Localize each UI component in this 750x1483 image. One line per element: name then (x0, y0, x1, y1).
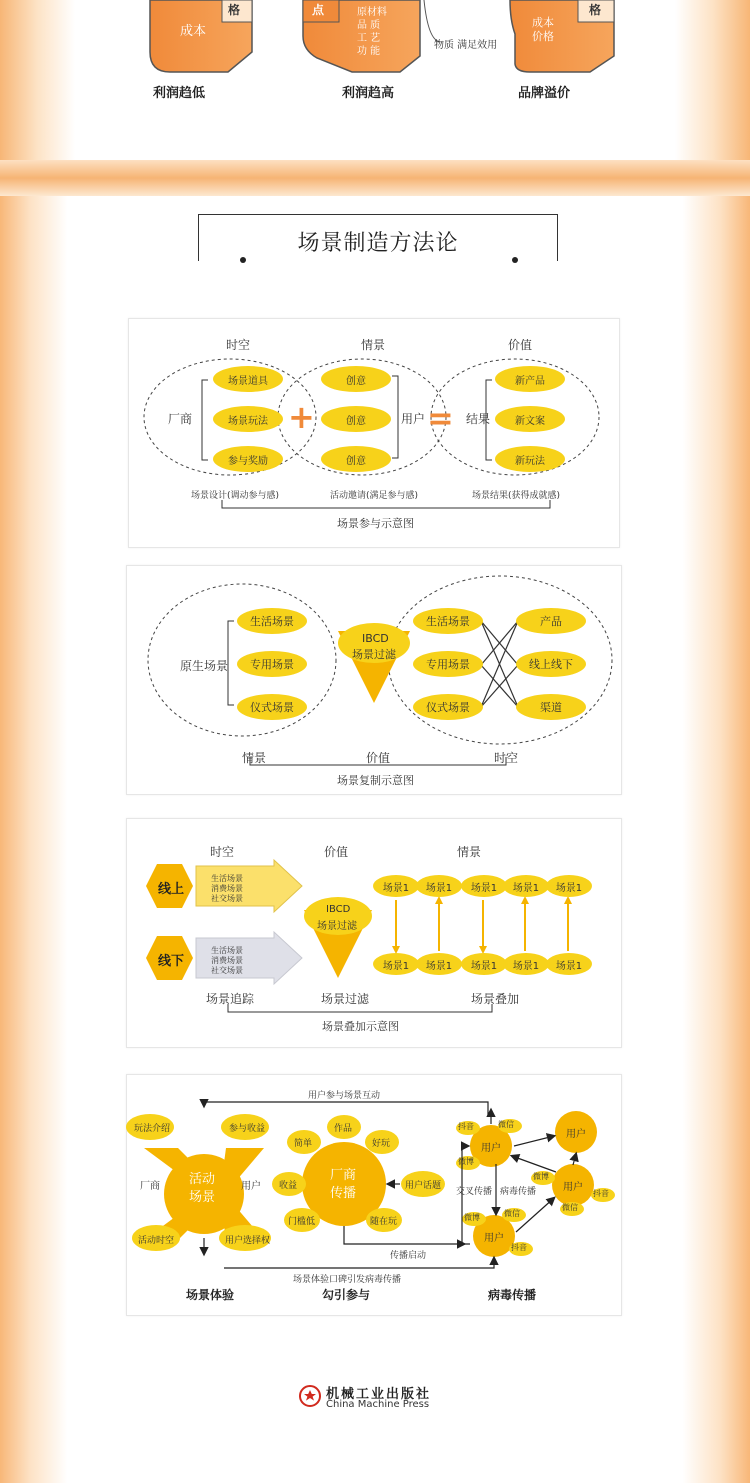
d1-mid-item: 创意 (321, 446, 391, 472)
d3-scene-top: 场景1 (461, 875, 507, 897)
d4-left-center-1: 场景 (189, 1190, 216, 1205)
equals-sign: = (427, 399, 454, 437)
d3-off-item-1: 消费场景 (211, 956, 243, 965)
title-dot-right (512, 257, 518, 263)
d4-platform-tag: 微博 (464, 1213, 480, 1222)
d4-platform-tag: 微博 (458, 1157, 474, 1166)
top-caption-0: 利润趋低 (153, 86, 206, 101)
top-caption-1: 利润趋高 (342, 86, 395, 101)
publisher-logo-icon (298, 1383, 322, 1409)
d4-platform-tag: 微信 (504, 1209, 520, 1218)
d3-filter-line-0: IBCD (326, 904, 351, 915)
d1-right-item: 新文案 (495, 406, 565, 432)
d2-left-item: 专用场景 (237, 651, 307, 677)
d1-result-label: 结果 (466, 412, 491, 426)
d4-left-petal-3: 用户选择权 (225, 1236, 271, 1246)
mid-stack-left-label: 点 (312, 3, 325, 17)
d4-platform-tag: 微博 (533, 1172, 549, 1181)
d4-right-node-1: 用户 (566, 1129, 586, 1140)
d1-left-label: 厂商 (168, 412, 193, 426)
d3-scene-top: 场景1 (546, 875, 592, 897)
d2-left-label: 原生场景 (180, 659, 229, 673)
d2-right-right-item: 产品 (516, 608, 586, 634)
d1-header-1: 情景 (361, 338, 386, 352)
d2-right-right-item: 渠道 (516, 694, 586, 720)
d2-caption-1: 价值 (366, 751, 391, 765)
mid-line-1: 品 质 (357, 20, 381, 31)
d4-top-note: 用户参与场景互动 (308, 1091, 381, 1101)
d4-mid-center-1: 传播 (330, 1186, 357, 1201)
d4-platform-tag: 抖音 (593, 1189, 609, 1198)
section-divider (0, 160, 750, 196)
right-tab-label: 格 (589, 3, 602, 17)
d3-on-item-2: 社交场景 (211, 894, 243, 903)
d4-mid-petal-5: 随在玩 (370, 1217, 398, 1227)
d3-online-label: 线上 (158, 882, 185, 897)
diagram3-graphics (126, 818, 620, 1046)
d1-header-0: 时空 (226, 338, 251, 352)
mid-line-3: 功 能 (357, 46, 381, 57)
d2-left-item: 生活场景 (237, 608, 307, 634)
d4-left-petal-2: 活动时空 (138, 1236, 175, 1246)
d4-platform-tag: 微信 (498, 1120, 514, 1129)
d1-mid-item: 创意 (321, 366, 391, 392)
d4-right-node-2: 用户 (563, 1182, 583, 1193)
d2-title: 场景复制示意图 (337, 774, 414, 787)
d3-scene-bottom: 场景1 (416, 953, 462, 975)
d3-scene-bottom: 场景1 (461, 953, 507, 975)
plus-sign: + (288, 398, 315, 436)
d4-right-node-0: 用户 (481, 1143, 501, 1154)
left-tab-label: 格 (228, 3, 241, 17)
d1-header-2: 价值 (508, 338, 533, 352)
d3-scene-bottom: 场景1 (503, 953, 549, 975)
d4-left-petal-1: 参与收益 (229, 1124, 266, 1134)
d3-title: 场景叠加示意图 (322, 1020, 399, 1033)
d4-mid-petal-3: 收益 (279, 1181, 298, 1191)
d4-platform-tag: 抖音 (511, 1243, 527, 1252)
d3-header-1: 价值 (324, 845, 349, 859)
d3-caption-1: 场景过滤 (321, 992, 370, 1006)
d4-left-side-0: 厂商 (140, 1181, 160, 1192)
title-dot-left (240, 257, 246, 263)
d4-mid-petal-0: 作品 (334, 1124, 353, 1134)
d4-bottom-note: 场景体验口碑引发病毒传播 (293, 1275, 402, 1285)
d1-left-item: 参与奖励 (213, 446, 283, 472)
d4-left-center-0: 活动 (189, 1172, 216, 1187)
d2-caption-2: 时空 (494, 751, 519, 765)
d3-scene-bottom: 场景1 (373, 953, 419, 975)
d2-filter-line-1: 场景过滤 (352, 648, 396, 661)
d4-mid-petal-1: 简单 (294, 1139, 313, 1149)
d4-mid-petal-4: 门槛低 (288, 1217, 316, 1227)
d4-left-petal-0: 玩法介绍 (134, 1124, 171, 1134)
d3-off-item-0: 生活场景 (211, 946, 243, 955)
d3-caption-0: 场景追踪 (206, 992, 255, 1006)
d3-scene-bottom: 场景1 (546, 953, 592, 975)
mid-line-0: 原材料 (357, 7, 387, 18)
section-title: 场景制造方法论 (297, 231, 459, 256)
d1-mid-label: 用户 (401, 412, 426, 426)
d3-caption-2: 场景叠加 (471, 992, 520, 1006)
d2-right-right-item: 线上线下 (516, 651, 586, 677)
d3-scene-top: 场景1 (503, 875, 549, 897)
d4-platform-tag: 微信 (562, 1203, 578, 1212)
mid-line-2: 工 艺 (357, 33, 381, 44)
d4-caption-2: 病毒传播 (488, 1288, 537, 1302)
right-stack-line-0: 成本 (532, 16, 554, 29)
d1-left-item: 场景玩法 (213, 406, 283, 432)
d4-mid-center-0: 厂商 (330, 1168, 357, 1183)
d3-header-2: 情景 (457, 845, 482, 859)
d4-mid-petal-2: 好玩 (372, 1139, 391, 1149)
d4-caption-1: 勾引参与 (322, 1288, 371, 1302)
d2-filter-line-0: IBCD (362, 632, 389, 645)
d4-right-note-1: 病毒传播 (500, 1187, 537, 1197)
d4-mid-input: 用户话题 (405, 1181, 442, 1191)
d2-right-left-item: 专用场景 (413, 651, 483, 677)
d3-filter-line-1: 场景过滤 (317, 921, 357, 932)
publisher-cn: 机械工业出版社 (326, 1387, 432, 1402)
d3-off-item-2: 社交场景 (211, 966, 243, 975)
publisher-en: China Machine Press (326, 1399, 430, 1410)
right-stack-line-1: 价格 (532, 30, 554, 43)
d3-header-0: 时空 (210, 845, 235, 859)
d1-title: 场景参与示意图 (337, 517, 414, 530)
d3-on-item-1: 消费场景 (211, 884, 243, 893)
d1-caption-0: 场景设计(调动参与感) (191, 491, 280, 501)
d2-caption-0: 情景 (242, 751, 267, 765)
d4-start-note: 传播启动 (390, 1251, 427, 1261)
d2-left-item: 仪式场景 (237, 694, 307, 720)
top-caption-2: 品牌溢价 (518, 86, 571, 101)
d4-caption-0: 场景体验 (186, 1288, 235, 1302)
d1-left-item: 场景道具 (213, 366, 283, 392)
d1-caption-2: 场景结果(获得成就感) (472, 491, 561, 501)
d3-scene-top: 场景1 (416, 875, 462, 897)
d3-scene-top: 场景1 (373, 875, 419, 897)
d2-right-left-item: 仪式场景 (413, 694, 483, 720)
d4-left-side-1: 用户 (241, 1181, 261, 1192)
d4-platform-tag: 抖音 (458, 1122, 474, 1131)
d1-right-item: 新玩法 (495, 446, 565, 472)
d2-right-left-item: 生活场景 (413, 608, 483, 634)
left-stack-label: 成本 (180, 24, 207, 39)
d4-right-note-0: 交叉传播 (456, 1187, 493, 1197)
d1-right-item: 新产品 (495, 366, 565, 392)
d3-on-item-0: 生活场景 (211, 874, 243, 883)
d1-mid-item: 创意 (321, 406, 391, 432)
d1-caption-1: 活动邀请(满足参与感) (330, 491, 419, 501)
d3-offline-label: 线下 (158, 954, 185, 969)
mid-note-text: 物质 满足效用 (434, 40, 498, 51)
d4-right-node-3: 用户 (484, 1233, 504, 1244)
